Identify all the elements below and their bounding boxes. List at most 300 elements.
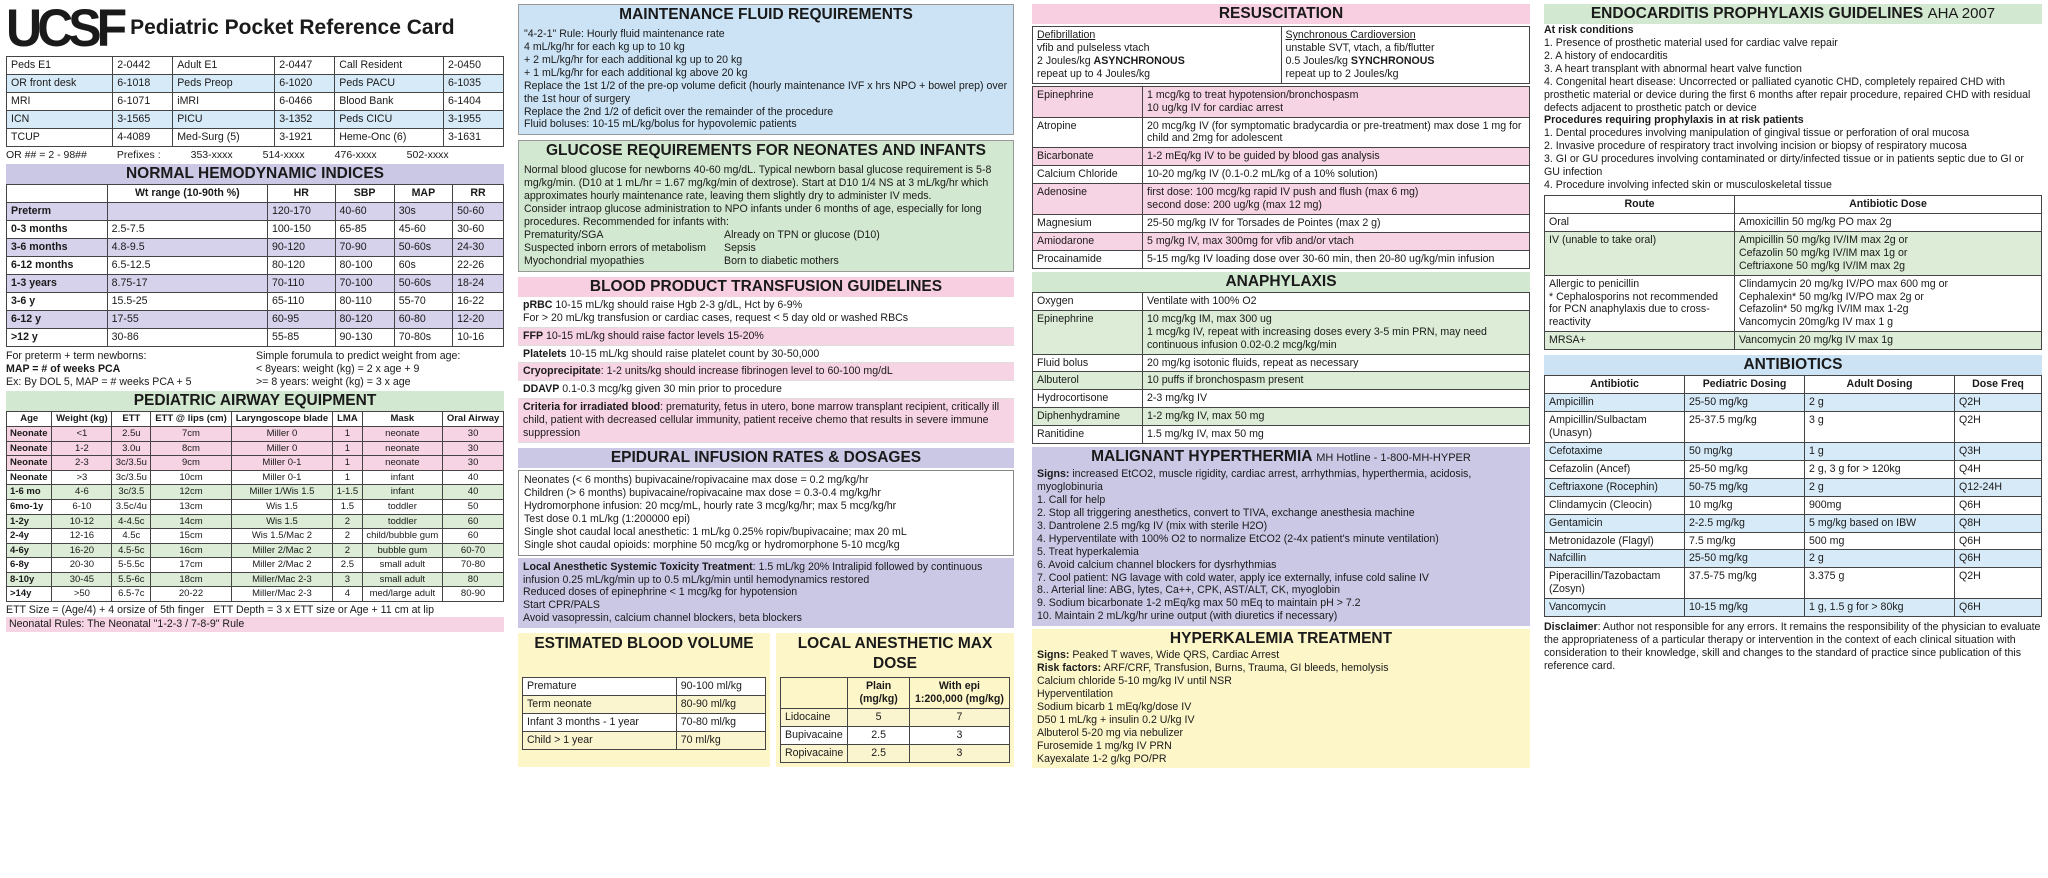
- hemo-cell: 45-60: [394, 221, 452, 239]
- endo-cell: Clindamycin 20 mg/kg IV/PO max 600 mg or Cephalexin* 50 mg/kg IV/PO max 2g or Cefazolin* 50 mg/kg IV/IM max 1-2g Vancomycin 20mg/kg IV max 1 g: [1735, 275, 2042, 332]
- anaph-cell: Oxygen: [1033, 292, 1143, 310]
- resus-cell: Calcium Chloride: [1033, 166, 1143, 184]
- airway-cell: 2: [333, 514, 362, 529]
- resus-row: [1033, 250, 1530, 268]
- mh-signs-label: Signs:: [1037, 468, 1070, 481]
- endo-proc-line: 4. Procedure involving infected skin or musculoskeletal tissue: [1544, 179, 1832, 192]
- hemo-cell: 55-70: [394, 292, 452, 310]
- mh-steps: [1037, 494, 1525, 623]
- airway-cell: 16cm: [151, 543, 231, 558]
- airway-header: ETT: [112, 412, 151, 427]
- phones-cell: ICN: [7, 110, 113, 128]
- resus-cell: 1-2 mEq/kg IV to be guided by blood gas analysis: [1143, 148, 1530, 166]
- note-left-1: For preterm + term newborns:: [6, 349, 147, 362]
- ebv-cell: Term neonate: [523, 696, 677, 714]
- mh-line: 3. Dantrolene 2.5 mg/kg IV (mix with sterile H2O): [1037, 519, 1268, 532]
- abx-cell: Piperacillin/Tazobactam (Zosyn): [1545, 568, 1685, 599]
- defib-l2a: 2 Joules/kg: [1037, 54, 1094, 67]
- ett-depth-note: ETT Depth = 3 x ETT size or Age + 11 cm at lip: [213, 603, 435, 616]
- blood-label: Cryoprecipitate: [523, 365, 601, 378]
- ebv-row: [523, 714, 766, 732]
- maintenance-title: MAINTENANCE FLUID REQUIREMENTS: [619, 6, 913, 23]
- epidural-title: EPIDURAL INFUSION RATES & DOSAGES: [518, 448, 1014, 468]
- hyperk-line: Sodium bicarb 1 mEq/kg/dose IV: [1037, 700, 1192, 713]
- resus-cell: Magnesium: [1033, 215, 1143, 233]
- anaph-cell: Epinephrine: [1033, 310, 1143, 354]
- anaph-row: [1033, 372, 1530, 390]
- mh-line: 8.. Arterial line: ABG, lytes, Ca++, CPK, AST/ALT, CK, myoglobin: [1037, 584, 1341, 597]
- lamax-row: [781, 726, 1010, 744]
- hemo-cell: 1-3 years: [7, 275, 108, 293]
- airway-cell: 1: [333, 427, 362, 442]
- airway-cell: Neonate: [7, 441, 52, 456]
- defib-l2b: ASYNCHRONOUS: [1093, 54, 1185, 67]
- endo-risk-line: 2. A history of endocarditis: [1544, 49, 1668, 62]
- anaph-cell: 2-3 mg/kg IV: [1143, 390, 1530, 408]
- defib-l1: vfib and pulseless vtach: [1037, 41, 1150, 54]
- anaph-cell: 10 mcg/kg IM, max 300 ug 1 mcg/kg IV, repeat with increasing doses every 3-5 min PRN, may need continuous infusion 0.02-0.2 mcg/kg/min: [1143, 310, 1530, 354]
- blood-text: : 1-2 units/kg should increase fibrinogen level to 60-100 mg/dL: [600, 365, 893, 378]
- blood-label: FFP: [523, 329, 544, 342]
- airway-cell: 60-70: [443, 543, 504, 558]
- abx-cell: Nafcillin: [1545, 550, 1685, 568]
- page-title: Pediatric Pocket Reference Card: [130, 16, 455, 40]
- hemo-cell: 65-85: [335, 221, 394, 239]
- anaph-row: [1033, 354, 1530, 372]
- mh-section: [1032, 447, 1530, 626]
- blood-label: DDAVP: [523, 383, 560, 396]
- airway-row: [7, 485, 504, 500]
- last-label: Local Anesthetic Systemic Toxicity Treatment: [523, 560, 753, 573]
- resus-cell: 5 mg/kg IV, max 300mg for vfib and/or vtach: [1143, 232, 1530, 250]
- hyperk-line: D50 1 mL/kg + insulin 0.2 U/kg IV: [1037, 713, 1195, 726]
- abx-row: [1545, 568, 2042, 599]
- mh-line: 6. Avoid calcium channel blockers for dysrhythmias: [1037, 558, 1277, 571]
- blood-text: 10-15 mL/kg should raise Hgb 2-3 g/dL, Hct by 6-9%: [552, 298, 803, 311]
- column-4: [1544, 4, 2042, 673]
- prefix-label: Prefixes :: [116, 148, 161, 161]
- airway-header: LMA: [333, 412, 362, 427]
- airway-cell: 2.5u: [112, 427, 151, 442]
- abx-row: [1545, 532, 2042, 550]
- hyperk-steps: [1037, 675, 1525, 765]
- glucose-body: [519, 161, 1013, 270]
- abx-cell: 2 g: [1805, 478, 1955, 496]
- resus-row: [1033, 215, 1530, 233]
- epidural-line: Single shot caudal local anesthetic: 1 mL/kg 0.25% ropiv/bupivacaine; max 20 mL: [524, 525, 907, 538]
- abx-cell: Q3H: [1955, 442, 2042, 460]
- airway-cell: 8-10y: [7, 572, 52, 587]
- hemo-cell: 0-3 months: [7, 221, 108, 239]
- maint-line: 4 mL/kg/hr for each kg up to 10 kg: [524, 40, 685, 53]
- airway-cell: 1.5: [333, 499, 362, 514]
- ebv-cell: Infant 3 months - 1 year: [523, 714, 677, 732]
- airway-cell: 6-8y: [7, 558, 52, 573]
- airway-row: [7, 427, 504, 442]
- hemo-row: [7, 328, 504, 346]
- hemo-row: [7, 221, 504, 239]
- abx-row: [1545, 412, 2042, 443]
- abx-cell: 1 g, 1.5 g for > 80kg: [1805, 599, 1955, 617]
- phones-cell: 3-1955: [443, 110, 503, 128]
- hemo-cell: 17-55: [107, 310, 267, 328]
- ebv-cell: Premature: [523, 678, 677, 696]
- endo-cell: Oral: [1545, 213, 1735, 231]
- abx-cell: 10-15 mg/kg: [1685, 599, 1805, 617]
- airway-cell: 4.5c: [112, 529, 151, 544]
- lamax-cell: Lidocaine: [781, 709, 848, 727]
- ebv-cell: 70 ml/kg: [676, 731, 765, 749]
- resus-row: [1033, 166, 1530, 184]
- phones-cell: MRI: [7, 92, 113, 110]
- anaph-cell: Ranitidine: [1033, 426, 1143, 444]
- disclaimer-text: : Author not responsible for any errors. It remains the responsibility of the physician to evaluate the appropriateness of a particular therapy or intervention in the context of each clinical situation with consideration to their knowledge, skill and changes to the standard of practice since publication of this reference card.: [1544, 621, 2041, 672]
- airway-title: PEDIATRIC AIRWAY EQUIPMENT: [6, 391, 504, 411]
- airway-cell: infant: [362, 485, 443, 500]
- airway-cell: 30: [443, 456, 504, 471]
- epidural-line: Neonates (< 6 months) bupivacaine/ropivacaine max dose = 0.2 mg/kg/hr: [524, 474, 869, 487]
- abx-title: ANTIBIOTICS: [1544, 355, 2042, 375]
- abx-cell: Q6H: [1955, 532, 2042, 550]
- hemo-cell: 90-120: [268, 239, 336, 257]
- hemo-cell: 50-60s: [394, 239, 452, 257]
- abx-cell: 10 mg/kg: [1685, 496, 1805, 514]
- hemo-cell: 22-26: [453, 257, 504, 275]
- anaph-cell: Diphenhydramine: [1033, 408, 1143, 426]
- sync-cell: [1281, 27, 1530, 84]
- header: [6, 0, 504, 58]
- airway-cell: Miller/Mac 2-3: [231, 587, 333, 602]
- mh-line: 5. Treat hyperkalemia: [1037, 545, 1139, 558]
- phones-cell: 2-0450: [443, 57, 503, 75]
- glucose-cond: Already on TPN or glucose (D10): [724, 228, 880, 241]
- airway-cell: 40: [443, 485, 504, 500]
- blood-label: Platelets: [523, 347, 567, 360]
- airway-cell: 1-1.5: [333, 485, 362, 500]
- hemo-header: RR: [453, 185, 504, 203]
- airway-cell: Wis 1.5: [231, 514, 333, 529]
- phones-row: [7, 92, 504, 110]
- ebv-row: [523, 696, 766, 714]
- disclaimer-label: Disclaimer: [1544, 621, 1598, 634]
- airway-cell: Wis 1.5: [231, 499, 333, 514]
- airway-row: [7, 558, 504, 573]
- glucose-cond: Prematurity/SGA: [524, 228, 604, 241]
- blood-text-2: For > 20 mL/kg transfusion or cardiac cases, request < 5 day old or washed RBCs: [523, 311, 909, 324]
- resus-title: RESUSCITATION: [1032, 4, 1530, 24]
- airway-cell: 12cm: [151, 485, 231, 500]
- hyperk-line: Calcium chloride 5-10 mg/kg IV until NSR: [1037, 675, 1232, 688]
- abx-cell: Clindamycin (Cleocin): [1545, 496, 1685, 514]
- hemo-cell: 70-110: [268, 275, 336, 293]
- abx-cell: 500 mg: [1805, 532, 1955, 550]
- abx-row: [1545, 514, 2042, 532]
- ebv-cell: 70-80 ml/kg: [676, 714, 765, 732]
- note-left-3: Ex: By DOL 5, MAP = # weeks PCA + 5: [6, 375, 192, 388]
- abx-cell: 7.5 mg/kg: [1685, 532, 1805, 550]
- ebv-title: ESTIMATED BLOOD VOLUME: [534, 635, 754, 653]
- defib-l3: repeat up to 4 Joules/kg: [1037, 67, 1151, 80]
- phones-cell: 6-1035: [443, 74, 503, 92]
- hemo-cell: 3-6 y: [7, 292, 108, 310]
- airway-row: [7, 514, 504, 529]
- anaph-cell: Hydrocortisone: [1033, 390, 1143, 408]
- hemo-header: HR: [268, 185, 336, 203]
- airway-cell: neonate: [362, 441, 443, 456]
- ett-size-note: ETT Size = (Age/4) + 4 orsize of 5th finger: [6, 603, 205, 616]
- blood-item: [518, 346, 1014, 364]
- hemo-cell: 30-86: [107, 328, 267, 346]
- phones-cell: Peds E1: [7, 57, 113, 75]
- hemo-cell: [107, 203, 267, 221]
- resus-cell: 5-15 mg/kg IV loading dose over 30-60 min, then 20-80 ug/kg/min infusion: [1143, 250, 1530, 268]
- airway-cell: Miller/Mac 2-3: [231, 572, 333, 587]
- airway-cell: 2-3: [52, 456, 112, 471]
- airway-cell: 4-4.5c: [112, 514, 151, 529]
- hemo-header: SBP: [335, 185, 394, 203]
- airway-cell: 6.5-7c: [112, 587, 151, 602]
- anaph-row: [1033, 292, 1530, 310]
- phones-cell: iMRI: [173, 92, 275, 110]
- airway-cell: 50: [443, 499, 504, 514]
- epidural-body: [518, 470, 1014, 556]
- lamax-cell: 2.5: [848, 726, 910, 744]
- endo-header: [1544, 4, 2042, 24]
- airway-cell: Neonate: [7, 427, 52, 442]
- mh-line: 9. Sodium bicarbonate 1-2 mEq/kg max 50 mEq to maintain pH > 7.2: [1037, 597, 1361, 610]
- airway-row: [7, 543, 504, 558]
- abx-cell: 50-75 mg/kg: [1685, 478, 1805, 496]
- maint-line: + 1 mL/kg/hr for each additional kg above 20 kg: [524, 66, 748, 79]
- blood-item: [518, 399, 1014, 443]
- lamax-row: [781, 709, 1010, 727]
- neonatal-rule: Neonatal Rules: The Neonatal "1-2-3 / 7-8-9" Rule: [6, 617, 504, 632]
- resus-cell: Epinephrine: [1033, 86, 1143, 117]
- phones-cell: OR front desk: [7, 74, 113, 92]
- airway-cell: 1: [333, 456, 362, 471]
- anaph-cell: 20 mg/kg isotonic fluids, repeat as necessary: [1143, 354, 1530, 372]
- hemo-cell: 30-60: [453, 221, 504, 239]
- airway-cell: 30-45: [52, 572, 112, 587]
- abx-cell: Cefotaxime: [1545, 442, 1685, 460]
- glucose-conditions: [524, 229, 1008, 268]
- epidural-line: Children (> 6 months) bupivacaine/ropivacaine max dose = 0.3-0.4 mg/kg/hr: [524, 486, 881, 499]
- abx-row: [1545, 394, 2042, 412]
- airway-cell: 30: [443, 427, 504, 442]
- airway-cell: toddler: [362, 499, 443, 514]
- resus-cell: Bicarbonate: [1033, 148, 1143, 166]
- hyperk-title: HYPERKALEMIA TREATMENT: [1169, 630, 1393, 648]
- lamax-cell: 3: [909, 726, 1009, 744]
- hyperk-line: Albuterol 5-20 mg via nebulizer: [1037, 726, 1184, 739]
- abx-cell: Q6H: [1955, 550, 2042, 568]
- phones-cell: 6-1020: [275, 74, 335, 92]
- abx-cell: Cefazolin (Ancef): [1545, 460, 1685, 478]
- lamax-cell: 5: [848, 709, 910, 727]
- airway-cell: 4-6y: [7, 543, 52, 558]
- ebv-row: [523, 678, 766, 696]
- or-number-format: OR ## = 2 - 98##: [6, 148, 87, 161]
- airway-cell: med/large adult: [362, 587, 443, 602]
- blood-text: 10-15 mL/kg should raise factor levels 15-20%: [543, 329, 764, 342]
- mh-line: 10. Maintain 2 mL/kg/hr urine output (with diuretics if necessary): [1037, 610, 1338, 623]
- airway-cell: 18cm: [151, 572, 231, 587]
- endo-proc-line: 2. Invasive procedure of respiratory tract involving incision or biopsy of respiratory mucosa: [1544, 140, 1967, 153]
- airway-cell: 1-6 mo: [7, 485, 52, 500]
- abx-cell: Gentamicin: [1545, 514, 1685, 532]
- airway-cell: Miller 2/Mac 2: [231, 543, 333, 558]
- airway-cell: Miller 0: [231, 427, 333, 442]
- airway-cell: small adult: [362, 572, 443, 587]
- abx-header: Adult Dosing: [1805, 376, 1955, 394]
- endo-risk-line: 4. Congenital heart disease: Uncorrected or palliated cyanotic CHD, completely repaired CHD with prosthetic material or device during the first 6 months after repair procedure, repaired CHD with residual defects adjacent to prosthetic patch or device: [1544, 75, 2031, 114]
- airway-header: Oral Airway: [443, 412, 504, 427]
- abx-cell: 25-50 mg/kg: [1685, 460, 1805, 478]
- prefix-4: 502-xxxx: [406, 148, 449, 161]
- resus-cell: first dose: 100 mcg/kg rapid IV push and flush (max 6 mg) second dose: 200 ug/kg (max 12 mg): [1143, 184, 1530, 215]
- abx-header: Pediatric Dosing: [1685, 376, 1805, 394]
- airway-header: Mask: [362, 412, 443, 427]
- hemo-cell: Preterm: [7, 203, 108, 221]
- airway-cell: 5-5.5c: [112, 558, 151, 573]
- resus-drug-table: [1032, 86, 1530, 269]
- airway-cell: 6mo-1y: [7, 499, 52, 514]
- airway-cell: Neonate: [7, 470, 52, 485]
- airway-cell: Miller 0-1: [231, 470, 333, 485]
- phones-cell: Peds PACU: [335, 74, 444, 92]
- epidural-line: Test dose 0.1 mL/kg (1:200000 epi): [524, 512, 691, 525]
- column-2: [518, 4, 1014, 767]
- disclaimer: [1544, 621, 2042, 673]
- endo-row: [1545, 332, 2042, 350]
- airway-cell: 3c/3.5u: [112, 456, 151, 471]
- abx-cell: 3 g: [1805, 412, 1955, 443]
- blood-item: [518, 381, 1014, 399]
- abx-cell: Q6H: [1955, 496, 2042, 514]
- phones-cell: 3-1352: [275, 110, 335, 128]
- abx-row: [1545, 550, 2042, 568]
- ebv-cell: 90-100 ml/kg: [676, 678, 765, 696]
- airway-cell: neonate: [362, 427, 443, 442]
- mh-line: 7. Cool patient: NG lavage with cold water, apply ice externally, infuse cold saline IV: [1037, 571, 1429, 584]
- endo-cell: Allergic to penicillin * Cephalosporins not recommended for PCN anaphylaxis due to cross-reactivity: [1545, 275, 1735, 332]
- endo-cell: Vancomycin 20 mg/kg IV max 1g: [1735, 332, 2042, 350]
- phones-cell: 2-0447: [275, 57, 335, 75]
- hemo-cell: 18-24: [453, 275, 504, 293]
- airway-row: [7, 441, 504, 456]
- airway-row: [7, 456, 504, 471]
- airway-cell: 30: [443, 441, 504, 456]
- endo-sub: AHA 2007: [1927, 5, 1996, 22]
- endo-cell: IV (unable to take oral): [1545, 231, 1735, 275]
- endo-cell: Ampicillin 50 mg/kg IV/IM max 2g or Cefazolin 50 mg/kg IV/IM max 1g or Ceftriaxone 50 mg/kg IV/IM max 2g: [1735, 231, 2042, 275]
- abx-cell: 900mg: [1805, 496, 1955, 514]
- phones-cell: 6-1071: [113, 92, 173, 110]
- airway-cell: 1-2y: [7, 514, 52, 529]
- hemo-cell: 6-12 y: [7, 310, 108, 328]
- airway-cell: 2: [333, 543, 362, 558]
- endo-risk-line: 3. A heart transplant with abnormal heart valve function: [1544, 62, 1802, 75]
- abx-cell: 37.5-75 mg/kg: [1685, 568, 1805, 599]
- abx-row: [1545, 496, 2042, 514]
- endo-row: [1545, 213, 2042, 231]
- hemo-cell: 80-120: [335, 310, 394, 328]
- prefix-3: 476-xxxx: [334, 148, 377, 161]
- ebv-table: [522, 677, 766, 750]
- abx-cell: 2 g: [1805, 394, 1955, 412]
- airway-cell: 80: [443, 572, 504, 587]
- hemo-cell: 80-110: [335, 292, 394, 310]
- resus-row: [1033, 148, 1530, 166]
- abx-row: [1545, 460, 2042, 478]
- last-line-2: Reduced doses of epinephrine < 1 mcg/kg for hypotension: [523, 586, 798, 599]
- phone-directory-table: [6, 56, 504, 147]
- abx-cell: 2 g, 3 g for > 120kg: [1805, 460, 1955, 478]
- hemo-cell: 6.5-12.5: [107, 257, 267, 275]
- abx-header: Dose Freq: [1955, 376, 2042, 394]
- airway-cell: >14y: [7, 587, 52, 602]
- airway-cell: 14cm: [151, 514, 231, 529]
- endo-header: Route: [1545, 195, 1735, 213]
- phones-cell: Call Resident: [335, 57, 444, 75]
- airway-cell: 3: [333, 572, 362, 587]
- la-max-title: LOCAL ANESTHETIC MAX DOSE: [797, 635, 993, 673]
- last-line-4: Avoid vasopressin, calcium channel blockers, beta blockers: [523, 612, 802, 625]
- hemo-cell: 80-120: [268, 257, 336, 275]
- hemo-cell: 60-80: [394, 310, 452, 328]
- resus-cell: Adenosine: [1033, 184, 1143, 215]
- sync-l2a: 0.5 Joules/kg: [1285, 54, 1351, 67]
- abx-cell: Q2H: [1955, 412, 2042, 443]
- lamax-header: Plain (mg/kg): [848, 678, 910, 709]
- proc-list: [1544, 127, 2042, 192]
- endo-row: [1545, 231, 2042, 275]
- last-treatment: [518, 558, 1014, 629]
- anaph-row: [1033, 390, 1530, 408]
- hemo-cell: 70-90: [335, 239, 394, 257]
- airway-cell: 1: [333, 441, 362, 456]
- defib-title: Defibrillation: [1037, 29, 1096, 41]
- airway-cell: 1-2: [52, 441, 112, 456]
- lamax-row: [781, 744, 1010, 762]
- anaph-cell: Albuterol: [1033, 372, 1143, 390]
- endo-proc-line: 1. Dental procedures involving manipulation of gingival tissue or perforation of oral mucosa: [1544, 127, 1970, 140]
- airway-cell: >3: [52, 470, 112, 485]
- airway-cell: infant: [362, 470, 443, 485]
- hemo-header: [7, 185, 108, 203]
- phones-cell: 6-1018: [113, 74, 173, 92]
- hyperk-line: Kayexalate 1-2 g/kg PO/PR: [1037, 752, 1167, 765]
- defib-cell: [1033, 27, 1282, 84]
- blood-label: pRBC: [523, 298, 553, 311]
- hk-signs-label: Signs:: [1037, 649, 1070, 662]
- mh-line: 1. Call for help: [1037, 493, 1106, 506]
- maintenance-body: [519, 25, 1013, 134]
- airway-cell: 20-30: [52, 558, 112, 573]
- phones-cell: Blood Bank: [335, 92, 444, 110]
- airway-header: ETT @ lips (cm): [151, 412, 231, 427]
- airway-cell: Miller 2/Mac 2: [231, 558, 333, 573]
- ebv-cell: 80-90 ml/kg: [676, 696, 765, 714]
- abx-cell: Q12-24H: [1955, 478, 2042, 496]
- airway-cell: 10cm: [151, 470, 231, 485]
- resus-cell: 1 mcg/kg to treat hypotension/bronchospasm 10 ug/kg IV for cardiac arrest: [1143, 86, 1530, 117]
- phones-row: [7, 57, 504, 75]
- mh-header: [1037, 447, 1525, 468]
- phones-row: [7, 128, 504, 146]
- airway-cell: 3c/3.5: [112, 485, 151, 500]
- hemo-cell: 70-100: [335, 275, 394, 293]
